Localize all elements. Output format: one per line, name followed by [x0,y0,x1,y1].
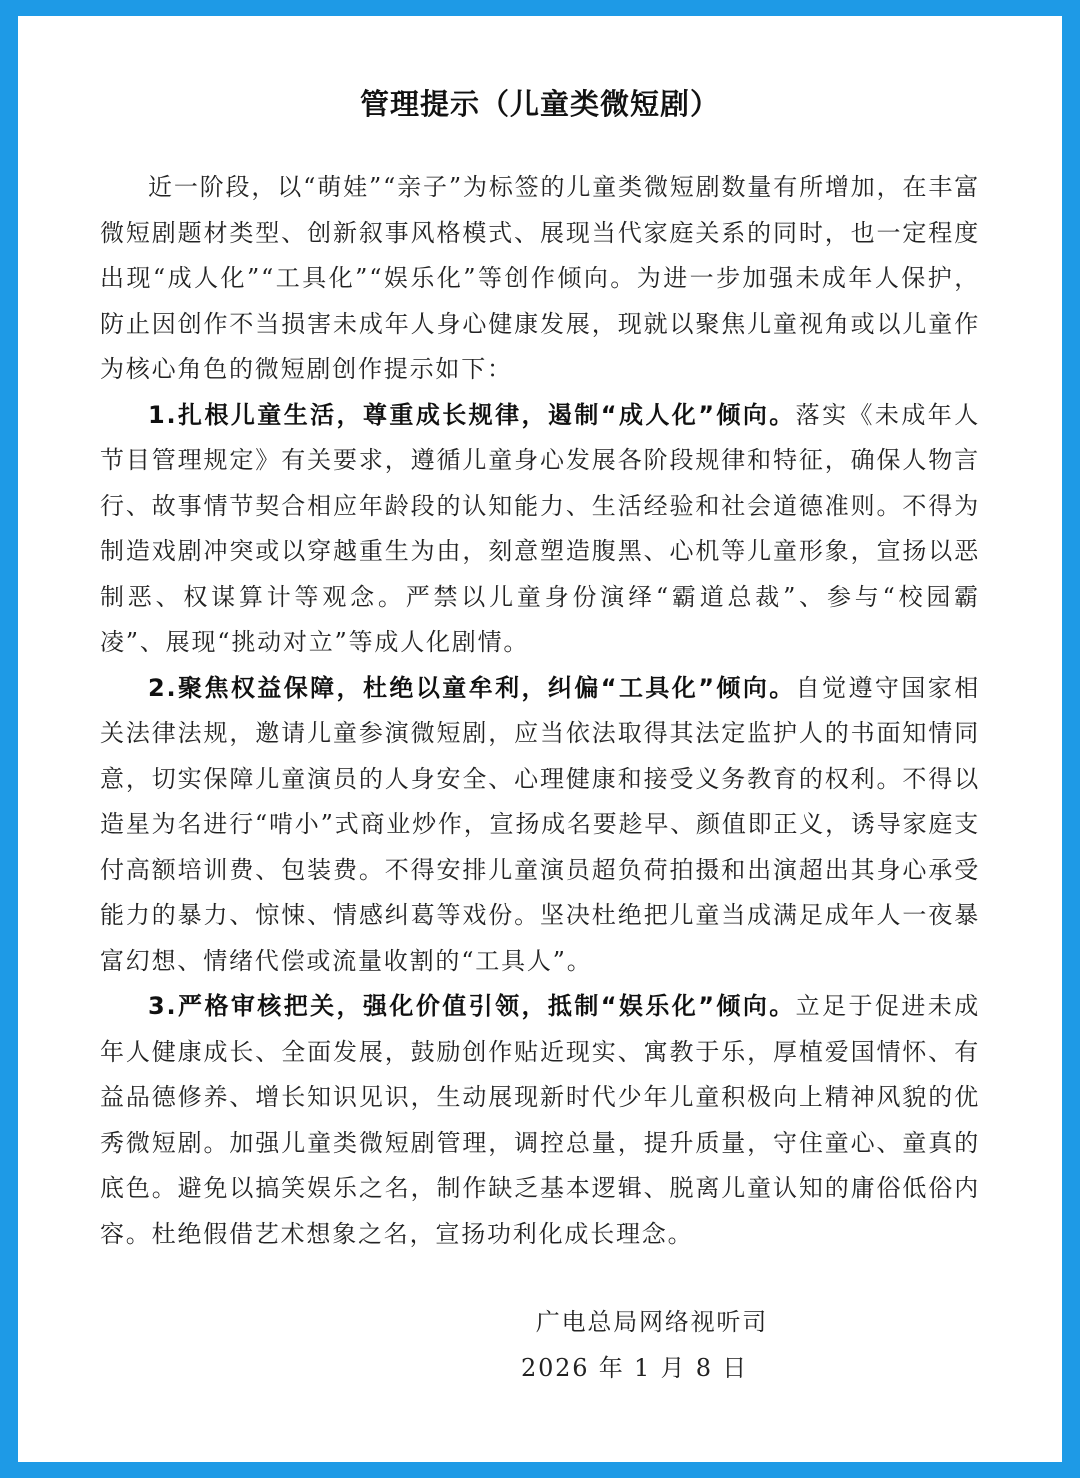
issue-date: 2026 年 1 月 8 日 [521,1354,748,1382]
issuer-name: 广电总局网络视听司 [535,1308,768,1336]
section-heading-3: 3.严格审核把关，强化价值引领，抵制“娱乐化”倾向。 [148,992,796,1020]
document-title: 管理提示（儿童类微短剧） [359,87,720,121]
issuer-line [100,1302,980,1337]
section-text-2: 自觉遵守国家相关法律法规，邀请儿童参演微短剧，应当依法取得其法定监护人的书面知情同意，切实保障儿童演员的人身安全、心理健康和接受义务教育的权利。不得以造星为名进行“啃小”式商业炒作，宣扬成名要趁早、颜值即正义，诱导家庭支付高额培训费、包装费。不得安排儿童演员超负荷拍摄和出演超出其身心承受能力的暴力、惊悚、情感纠葛等戏份。坚决杜绝把儿童当成满足成年人一夜暴富幻想、情绪代偿或流量收割的“工具人”。 [100,673,980,975]
section-text-3: 立足于促进未成年人健康成长、全面发展，鼓励创作贴近现实、寓教于乐，厚植爱国情怀、有益品德修养、增长知识见识，生动展现新时代少年儿童积极向上精神风貌的优秀微短剧。加强儿童类微短剧管理，调控总量，提升质量，守住童心、童真的底色。避免以搞笑娱乐之名，制作缺乏基本逻辑、脱离儿童认知的庸俗低俗内容。杜绝假借艺术想象之名，宣扬功利化成长理念。 [100,992,980,1248]
section-heading-1: 1.扎根儿童生活，尊重成长规律，遏制“成人化”倾向。 [148,400,796,429]
section-text-1: 落实《未成年人节目管理规定》有关要求，遵循儿童身心发展各阶段规律和特征，确保人物言行、故事情节契合相应年龄段的认知能力、生活经验和社会道德准则。不得为制造戏剧冲突或以穿越重生为由，刻意塑造腹黑、心机等儿童形象，宣扬以恶制恶、权谋算计等观念。严禁以儿童身份演绎“霸道总裁”、参与“校园霸凌”、展现“挑动对立”等成人化剧情。 [100,400,980,656]
date-line [100,1348,980,1383]
section-paragraph-2 [100,666,980,985]
section-paragraph-3 [100,984,980,1257]
section-heading-2: 2.聚焦权益保障，杜绝以童牟利，纠偏“工具化”倾向。 [148,673,796,702]
document-text [100,165,980,1257]
document-page [18,16,1062,1462]
section-paragraph-1 [100,393,980,666]
intro-paragraph: 近一阶段，以“萌娃”“亲子”为标签的儿童类微短剧数量有所增加，在丰富微短剧题材类型、创新叙事风格模式、展现当代家庭关系的同时，也一定程度出现“成人化”“工具化”“娱乐化”等创作倾向。为进一步加强未成年人保护，防止因创作不当损害未成年人身心健康发展，现就以聚焦儿童视角或以儿童作为核心角色的微短剧创作提示如下： [100,173,980,383]
